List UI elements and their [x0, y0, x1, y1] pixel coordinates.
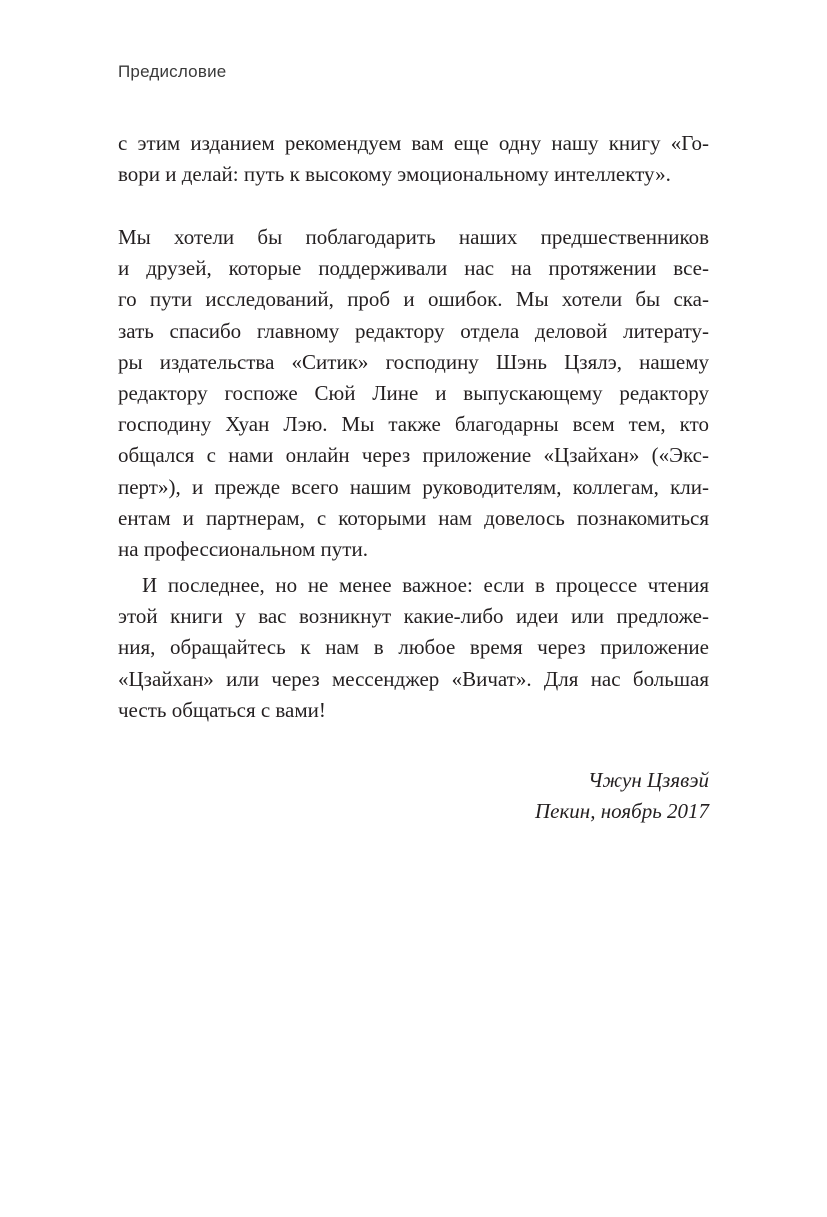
text-line: ентам и партнерам, с которыми нам довелось познакомиться: [118, 505, 709, 530]
paragraph-final: [118, 570, 709, 726]
running-head: Предисловие: [118, 62, 227, 81]
signature-place-date: Пекин, ноябрь 2017: [535, 799, 709, 824]
text-line: честь общаться с вами!: [118, 697, 326, 722]
paragraph-continuation: [118, 128, 709, 190]
text-line: го пути исследований, проб и ошибок. Мы хотели бы ска-: [118, 287, 709, 312]
text-line: зать спасибо главному редактору отдела деловой литерату-: [118, 318, 709, 343]
text-line: ры издательства «Ситик» господину Шэнь Цзялэ, нашему: [118, 349, 709, 374]
paragraph-thanks: [118, 222, 709, 565]
text-line: перт»), и прежде всего нашим руководителям, коллегам, кли-: [118, 474, 709, 499]
text-line: и друзей, которые поддерживали нас на протяжении все-: [118, 256, 709, 281]
text-line: Мы хотели бы поблагодарить наших предшественников: [118, 225, 709, 249]
text-line: общался с нами онлайн через приложение «Цзайхан» («Экс-: [118, 443, 709, 468]
text-line: ния, обращайтесь к нам в любое время через приложение: [118, 635, 709, 660]
text-line: «Цзайхан» или через мессенджер «Вичат». Для нас большая: [118, 666, 709, 691]
text-line: этой книги у вас возникнут какие-либо идеи или предложе-: [118, 604, 709, 629]
text-line: вори и делай: путь к высокому эмоциональному интеллекту».: [118, 162, 671, 187]
text-line: редактору госпоже Сюй Лине и выпускающему редактору: [118, 381, 709, 406]
signature-block: [535, 765, 709, 827]
text-line: на профессиональном пути.: [118, 537, 368, 562]
text-line: И последнее, но не менее важное: если в процессе чтения: [142, 573, 709, 597]
text-line: с этим изданием рекомендуем вам еще одну нашу книгу «Го-: [118, 131, 709, 155]
signature-author: Чжун Цзявэй: [588, 768, 709, 792]
text-line: господину Хуан Лэю. Мы также благодарны всем тем, кто: [118, 412, 709, 437]
